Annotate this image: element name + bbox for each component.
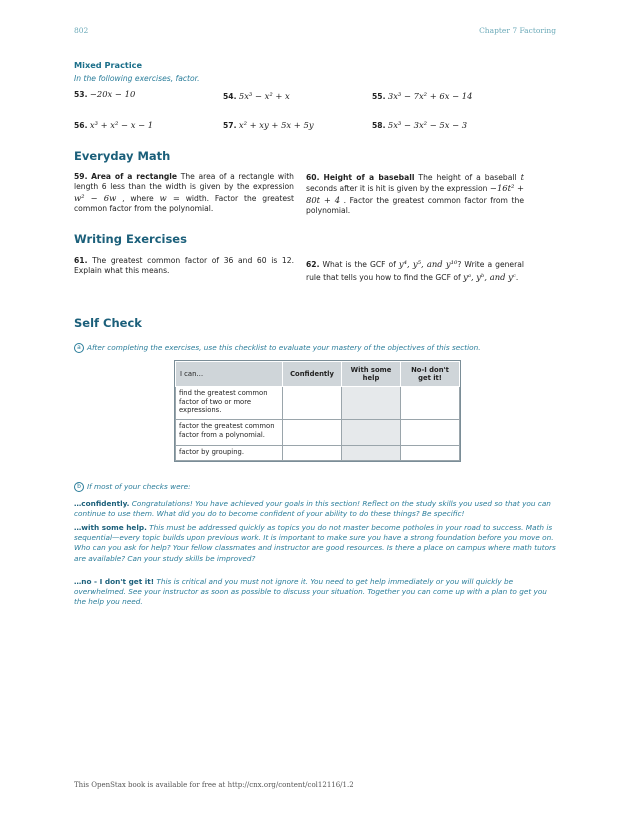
exercise-text: ? Write a general rule that tells you how to find the GCF of <box>306 260 524 282</box>
exercise-title: Height of a baseball <box>323 173 415 182</box>
with-some-help-paragraph <box>74 523 556 564</box>
checkbox-dont-get-it[interactable] <box>401 420 460 446</box>
exercise-expression: −20x − 10 <box>89 89 136 99</box>
exercise-text: width. Factor the greatest common factor from the polynomial. <box>74 193 294 214</box>
exercise-text: What is the GCF of <box>322 260 399 269</box>
row-label: factor the greatest common factor from a polynomial. <box>176 420 283 446</box>
self-check-heading: Self Check <box>74 316 142 330</box>
exercise-number: 57. <box>223 121 237 130</box>
column-header: I can… <box>176 362 283 387</box>
column-header: With some help <box>342 362 401 387</box>
self-check-table <box>174 360 461 462</box>
exercise-text: seconds after it is hit is given by the expression <box>306 184 490 194</box>
exercise-61 <box>74 256 294 277</box>
paragraph-text: Congratulations! You have achieved your goals in this section! Reflect on the study skills you used so that you can continue to use them. What did you do to become confident of your ability to do these things? Be specific! <box>74 499 551 519</box>
exercise-number: 60. <box>306 173 320 182</box>
exercise-expression: 5x³ − 3x² − 5x − 3 <box>387 120 468 130</box>
exercise-54 <box>223 91 290 101</box>
exercise-text: . <box>515 273 519 282</box>
footer-text: This OpenStax book is available for free at http://cnx.org/content/col12116/1.2 <box>74 781 354 789</box>
exercise-expression: x² + xy + 5x + 5y <box>238 120 314 130</box>
exercise-53 <box>74 89 135 99</box>
exercise-number: 54. <box>223 92 237 101</box>
exercise-expression: 3x³ − 7x² + 6x − 14 <box>387 91 473 101</box>
checkbox-confidently[interactable] <box>283 420 342 446</box>
dont-get-it-paragraph <box>74 577 556 608</box>
instruction-text: If most of your checks were: <box>87 482 191 491</box>
self-check-instruction-b <box>74 482 534 492</box>
paragraph-text: This is critical and you must not ignore it. You need to get help immediately or you will quickly be overwhelmed. See your instructor as soon as possible to discuss your situation. Together you can come up with a plan to get you the help you need. <box>74 577 547 607</box>
exercise-title: Area of a rectangle <box>91 172 178 181</box>
exercise-expression: y⁴, y⁵, and y¹⁰ <box>398 259 458 269</box>
row-label: find the greatest common factor of two or more expressions. <box>176 387 283 420</box>
mixed-practice-title: Mixed Practice <box>74 60 143 70</box>
marker-b-icon: b <box>74 482 84 492</box>
exercise-text: The area of a rectangle with length 6 less than the width is given by the expression <box>74 172 294 192</box>
exercise-number: 55. <box>372 92 386 101</box>
checkbox-confidently[interactable] <box>283 387 342 420</box>
exercise-59 <box>74 172 294 215</box>
exercise-text: . Factor the greatest common factor from the polynomial. <box>306 195 524 216</box>
instruction-text: After completing the exercises, use this checklist to evaluate your mastery of the objectives of this section. <box>87 343 481 352</box>
checkbox-dont-get-it[interactable] <box>401 387 460 420</box>
exercise-number: 56. <box>74 121 88 130</box>
paragraph-label: …no - I don't get it! <box>74 577 155 586</box>
checkbox-with-some-help[interactable] <box>342 420 401 446</box>
exercise-text: The greatest common factor of 36 and 60 is 12. Explain what this means. <box>74 256 294 276</box>
exercise-expression: −16t² + 80t + 4 <box>306 183 524 205</box>
checkbox-with-some-help[interactable] <box>342 387 401 420</box>
exercise-number: 58. <box>372 121 386 130</box>
marker-a-icon: a <box>74 343 84 353</box>
exercise-number: 61. <box>74 256 88 265</box>
checkbox-confidently[interactable] <box>283 446 342 461</box>
exercise-expression: x³ + x² − x − 1 <box>89 120 154 130</box>
exercise-number: 53. <box>74 90 88 99</box>
checkbox-dont-get-it[interactable] <box>401 446 460 461</box>
column-header: No-I don't get it! <box>401 362 460 387</box>
exercise-expression: 5x³ − x² + x <box>238 91 290 101</box>
self-check-instruction-a <box>74 343 534 353</box>
exercise-55 <box>372 91 472 101</box>
exercise-57 <box>223 120 314 130</box>
chapter-title: Chapter 7 Factoring <box>479 26 556 35</box>
mixed-practice-instruction: In the following exercises, factor. <box>74 74 200 83</box>
paragraph-text: This must be addressed quickly as topics you do not master become potholes in your road to success. Math is sequential—every topic builds upon previous work. It is important to make sure you have a strong foundation before you move on. Who can you ask for help? Your fellow classmates and instructor are good resources. Is there a place on campus where math tutors are available? Can your study skills be improved? <box>74 523 556 563</box>
exercise-expression: t <box>520 172 524 182</box>
exercise-number: 62. <box>306 260 320 269</box>
exercise-56 <box>74 120 153 130</box>
exercise-62 <box>306 258 524 284</box>
exercise-text: , where <box>116 193 160 203</box>
table-row <box>176 420 460 446</box>
exercise-60 <box>306 172 524 217</box>
exercise-number: 59. <box>74 172 88 181</box>
row-label: factor by grouping. <box>176 446 283 461</box>
table-row <box>176 387 460 420</box>
exercise-text: The height of a baseball <box>414 173 521 182</box>
exercise-58 <box>372 120 467 130</box>
exercise-expression: w = <box>159 192 180 203</box>
checkbox-with-some-help[interactable] <box>342 446 401 461</box>
table-row <box>176 446 460 461</box>
column-header: Confidently <box>283 362 342 387</box>
table-header-row <box>176 362 460 387</box>
exercise-expression: yᵃ, yᵇ, and yᶜ <box>463 272 516 282</box>
writing-exercises-heading: Writing Exercises <box>74 232 187 246</box>
everyday-math-heading: Everyday Math <box>74 149 171 163</box>
page-number: 802 <box>74 26 89 35</box>
paragraph-label: …with some help. <box>74 523 147 532</box>
confidently-paragraph <box>74 499 556 519</box>
exercise-expression: w² − 6w <box>74 192 117 203</box>
paragraph-label: …confidently. <box>74 499 130 508</box>
